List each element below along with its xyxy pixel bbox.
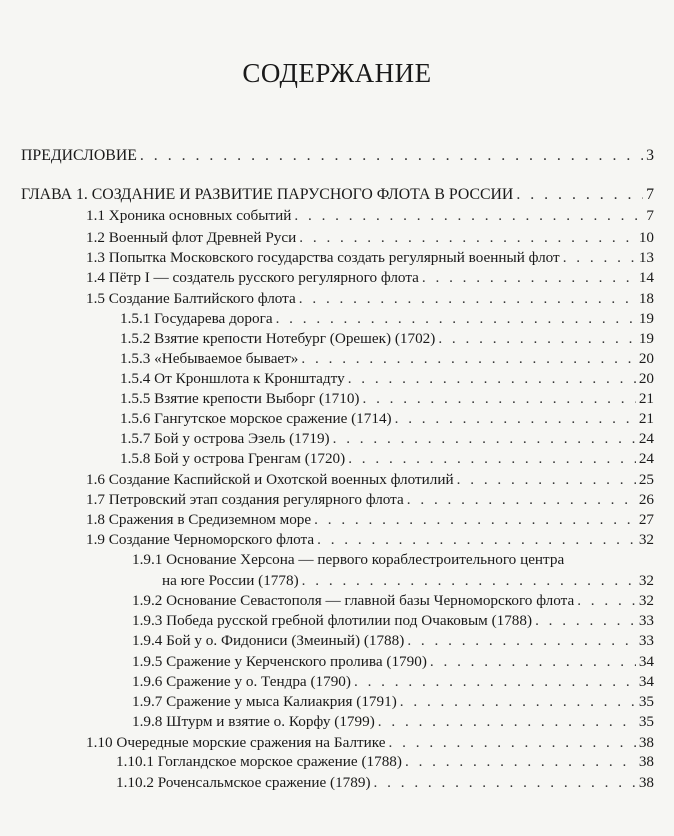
toc-entry-page: 24	[638, 450, 654, 467]
toc-entry-page: 10	[638, 229, 654, 246]
toc-entry-label: 1.3 Попытка Московского государства создать регулярный военный флот	[86, 249, 560, 266]
toc-entry-label: ПРЕДИСЛОВИЕ	[21, 147, 137, 164]
toc-entry-page: 35	[638, 693, 654, 710]
leader-dots	[294, 207, 643, 225]
toc-entry-label: 1.9.5 Сражение у Керченского пролива (1790)	[132, 653, 427, 670]
toc-entry-1-2[interactable]	[86, 229, 654, 247]
toc-entry-1-5-6[interactable]	[120, 410, 654, 428]
leader-dots	[389, 734, 636, 752]
toc-entry-1-10-2[interactable]	[116, 774, 654, 792]
toc-entry-label: 1.2 Военный флот Древней Руси	[86, 229, 297, 246]
toc-entry-label: 1.9 Создание Черноморского флота	[86, 531, 315, 548]
leader-dots	[348, 450, 636, 468]
page-title: СОДЕРЖАНИЕ	[242, 58, 432, 88]
toc-entry-label: 1.1 Хроника основных событий	[86, 207, 292, 224]
toc-entry-label: 1.5 Создание Балтийского флота	[86, 290, 296, 307]
toc-entry-1-5-3[interactable]	[120, 350, 654, 368]
leader-dots	[405, 753, 636, 771]
leader-dots	[276, 310, 636, 328]
toc-entry-1-5-2[interactable]	[120, 330, 654, 348]
toc-entry-page: 21	[638, 390, 654, 407]
toc-entry-page: 33	[638, 612, 654, 629]
toc-entry-1-3[interactable]	[86, 249, 654, 267]
toc-entry-label: 1.10.1 Гогландское морское сражение (1788)	[116, 753, 402, 770]
toc-entry-label: 1.9.4 Бой у о. Фидониси (Змеиный) (1788)	[132, 632, 405, 649]
leader-dots	[299, 229, 636, 247]
toc-entry-page: 18	[638, 290, 654, 307]
toc-entry-label: 1.9.6 Сражение у о. Тендра (1790)	[132, 673, 351, 690]
toc-entry-label: 1.8 Сражения в Средиземном море	[86, 511, 312, 528]
leader-dots	[395, 410, 636, 428]
toc-entry-1-9-1-first-line[interactable]: 1.9.1 Основание Херсона — первого кораблестроительного центра	[132, 551, 565, 568]
toc-entry-1-5-4[interactable]	[120, 370, 654, 388]
toc-entry-label: 1.5.4 От Кроншлота к Кронштадту	[120, 370, 345, 387]
leader-dots	[299, 290, 636, 308]
leader-dots	[438, 330, 635, 348]
toc-entry-label: 1.5.5 Взятие крепости Выборг (1710)	[120, 390, 360, 407]
toc-entry-1-9-4[interactable]	[132, 632, 654, 650]
toc-entry-1-9-8[interactable]	[132, 713, 654, 731]
leader-dots	[314, 511, 636, 529]
toc-entry-1-7[interactable]	[86, 491, 654, 509]
toc-entry-page: 20	[638, 370, 654, 387]
toc-entry-page: 32	[638, 531, 654, 548]
toc-entry-label: 1.5.7 Бой у острова Эзель (1719)	[120, 430, 330, 447]
toc-entry-1-10-1[interactable]	[116, 753, 654, 771]
toc-entry-preface[interactable]	[21, 147, 654, 165]
toc-entry-label: на юге России (1778)	[162, 572, 299, 589]
leader-dots	[577, 592, 636, 610]
toc-entry-1-5[interactable]	[86, 290, 654, 308]
leader-dots	[457, 471, 636, 489]
toc-entry-page: 34	[638, 673, 654, 690]
toc-entry-label: 1.9.7 Сражение у мыса Калиакрия (1791)	[132, 693, 397, 710]
toc-entry-page: 38	[638, 753, 654, 770]
toc-entry-1-1[interactable]	[86, 207, 654, 225]
toc-entry-page: 20	[638, 350, 654, 367]
leader-dots	[374, 774, 636, 792]
toc-entry-page: 27	[638, 511, 654, 528]
leader-dots	[301, 350, 635, 368]
toc-entry-page: 14	[638, 269, 654, 286]
toc-entry-1-9-5[interactable]	[132, 653, 654, 671]
toc-entry-page: 7	[646, 207, 654, 224]
toc-entry-page: 34	[638, 653, 654, 670]
leader-dots	[354, 673, 636, 691]
toc-entry-page: 38	[638, 774, 654, 791]
toc-entry-1-9-7[interactable]	[132, 693, 654, 711]
toc-entry-page: 38	[638, 734, 654, 751]
toc-entry-1-10[interactable]	[86, 734, 654, 752]
toc-entry-page: 13	[638, 249, 654, 266]
toc-entry-label: 1.4 Пётр I — создатель русского регулярного флота	[86, 269, 419, 286]
toc-entry-1-5-8[interactable]	[120, 450, 654, 468]
toc-entry-1-4[interactable]	[86, 269, 654, 287]
toc-entry-label: 1.5.8 Бой у острова Гренгам (1720)	[120, 450, 346, 467]
toc-entry-label: 1.9.8 Штурм и взятие о. Корфу (1799)	[132, 713, 375, 730]
leader-dots	[140, 147, 643, 165]
leader-dots	[348, 370, 636, 388]
toc-entry-1-9-1[interactable]	[162, 572, 654, 590]
leader-dots	[516, 186, 643, 204]
toc-entry-1-9-2[interactable]	[132, 592, 654, 610]
leader-dots	[333, 430, 636, 448]
toc-entry-page: 24	[638, 430, 654, 447]
leader-dots	[400, 693, 636, 711]
toc-entry-page: 26	[638, 491, 654, 508]
toc-entry-page: 19	[638, 310, 654, 327]
toc-entry-1-9-3[interactable]	[132, 612, 654, 630]
toc-entry-label: 1.9.3 Победа русской гребной флотилии под Очаковым (1788)	[132, 612, 533, 629]
toc-entry-label: 1.5.1 Государева дорога	[120, 310, 273, 327]
toc-entry-1-5-1[interactable]	[120, 310, 654, 328]
toc-entry-page: 33	[638, 632, 654, 649]
toc-entry-page: 35	[638, 713, 654, 730]
leader-dots	[535, 612, 636, 630]
toc-entry-1-5-5[interactable]	[120, 390, 654, 408]
toc-entry-label: 1.7 Петровский этап создания регулярного флота	[86, 491, 404, 508]
toc-entry-label: 1.5.3 «Небываемое бывает»	[120, 350, 299, 367]
leader-dots	[317, 531, 636, 549]
toc-entry-page: 25	[638, 471, 654, 488]
toc-entry-page: 19	[638, 330, 654, 347]
toc-entry-label: 1.10.2 Роченсальмское сражение (1789)	[116, 774, 371, 791]
toc-entry-1-9[interactable]	[86, 531, 654, 549]
toc-entry-chapter-1[interactable]	[21, 186, 654, 204]
toc-entry-page: 32	[638, 572, 654, 589]
leader-dots	[422, 269, 636, 287]
toc-entry-label: 1.5.6 Гангутское морское сражение (1714)	[120, 410, 392, 427]
toc-entry-page: 21	[638, 410, 654, 427]
toc-entry-label: 1.10 Очередные морские сражения на Балтике	[86, 734, 386, 751]
leader-dots	[563, 249, 636, 267]
leader-dots	[407, 632, 636, 650]
toc-entry-1-8[interactable]	[86, 511, 654, 529]
toc-entry-page: 7	[646, 186, 654, 203]
toc-entry-label: ГЛАВА 1. СОЗДАНИЕ И РАЗВИТИЕ ПАРУСНОГО ФЛОТА В РОССИИ	[21, 186, 514, 203]
leader-dots	[302, 572, 636, 590]
toc-entry-page: 3	[646, 147, 654, 164]
toc-entry-label: 1.6 Создание Каспийской и Охотской военных флотилий	[86, 471, 454, 488]
toc-entry-1-5-7[interactable]	[120, 430, 654, 448]
leader-dots	[362, 390, 635, 408]
leader-dots	[407, 491, 636, 509]
toc-entry-1-6[interactable]	[86, 471, 654, 489]
toc-entry-label: 1.5.2 Взятие крепости Нотебург (Орешек) (1702)	[120, 330, 436, 347]
leader-dots	[378, 713, 636, 731]
toc-entry-label: 1.9.2 Основание Севастополя — главной базы Черноморского флота	[132, 592, 575, 609]
toc-entry-1-9-6[interactable]	[132, 673, 654, 691]
leader-dots	[430, 653, 636, 671]
toc-entry-page: 32	[638, 592, 654, 609]
